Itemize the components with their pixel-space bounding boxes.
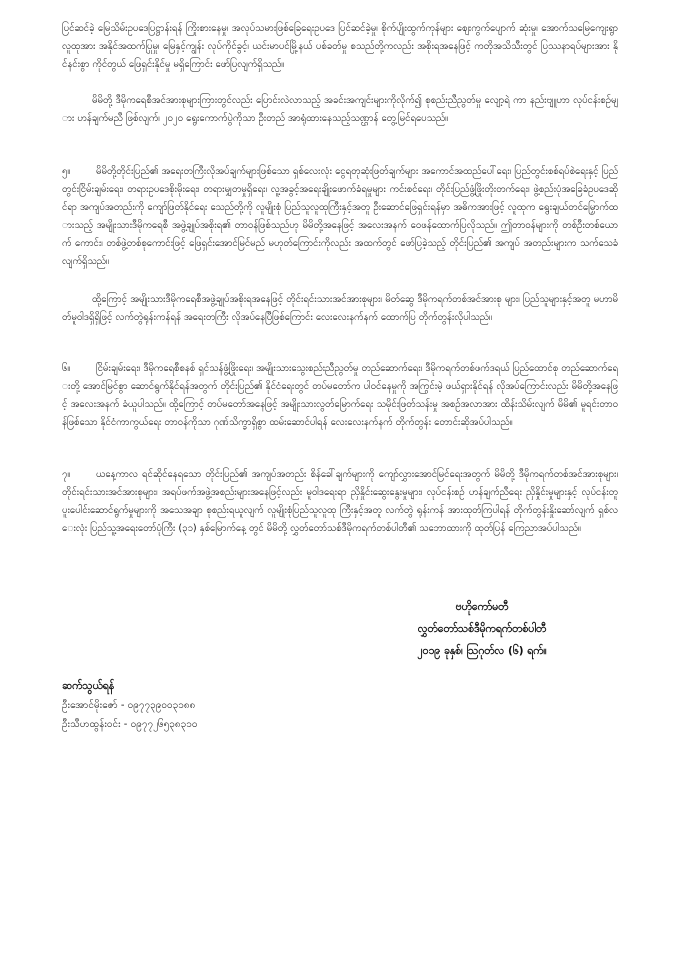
paragraph-number: ၇။ — [62, 469, 71, 480]
signature-party: လွှတ်တော်သစ်ဒီမိုကရက်တစ်ပါတီ — [417, 623, 547, 635]
paragraph-text: ထို့ကြောင့် အမျိုးသားဒီမိုကရေစီအဖွဲ့ချုပ်အစိုးရအနေဖြင့် တိုင်းရင်းသားအင်အားစုများ၊ မိတ်ဆွေ ဒီမိုကရက်တစ်အင်အားစု များ၊ ပြည်သူများနှင့်အတူ မဟာမိတ်မူဝါဒရှိရှိဖြင့် လက်တွဲရုန်းကန်ရန် အရေးတကြီး လိုအပ်နေပြီဖြစ်ကြောင်း လေးလေးနက်နက် ထောက်ပြ တိုက်တွန်းလိုပါသည်။ — [62, 294, 618, 323]
paragraph-text: မိမိတို့တိုင်းပြည်၏ အရေးတကြီးလိုအပ်ချက်များဖြစ်သော ရှစ်လေးလုံး ငွေရတုဆုံးဖြတ်ချက်များ အကောင်အထည်ပေါ်ရေး၊ ပြည်တွင်းစစ်ရပ်စဲရေးနှင့် ပြည်တွင်းငြိမ်းချမ်းရေး၊ တရားဥပဒေစိုးမိုးရေး၊ တရားမျှတမှုရှိရေး၊ လူ့အခွင့်အရေးချိုးဖောက်ခံရမှုများ ကင်းစင်ရေး၊ တိုင်းပြည်ဖွံ့ဖြိုးတိုးတက်ရေး၊ ဖွဲ့စည်းပုံအခြေခံဥပဒေဆိုင်ရာ အကျပ်အတည်းကို ကျော်ဖြတ်နိုင်ရေး သေည်တို့ကို လူမျိုးစုံ ပြည်သူလူထုကြီးနှင့်အတူ ဦးဆောင်ဖြေရှင်းရန်မှာ အဓိကအားဖြင့် လူထုက ရွေးချယ်တင်မြှောက်ထားသည့် အမျိုးသားဒီမိုကရေစီ အဖွဲ့ချုပ်အစိုးရ၏ တာဝန်ဖြစ်သည်ဟု မိမိတို့အနေဖြင့် အလေးအနက် ဝေဖန်ထောက်ပြလိုသည်။ ဤတာဝန်များကို တစ်ဦးတစ်ယောက် ကောင်း၊ တစ်ဖွဲ့တစ်စုကောင်းဖြင့် ဖြေရှင်းအောင်မြင်မည် မဟုတ်ကြောင်းကိုလည်း အထက်တွင် ဖော်ပြခဲ့သည့် တိုင်းပြည်၏ အကျပ် အတည်းများက သက်သေခံလျက်ရှိသည်။ — [62, 166, 618, 267]
paragraph-text: ပြင်ဆင်ခဲ့ မြေသိမ်းဥပဒေပြဋ္ဌာန်းရန် ကြိုးစားနေမှု၊ အလုပ်သမားဖြစ်ခြေရေးဥပဒေ ပြင်ဆင်ခဲ့မှု၊ စိုက်ပျိုးထွက်ကုန်များ ဈေးကွက်ပျောက် ဆုံးမှု၊ အောက်သမြေကျေးရွာလူထုအား အနိုင်အထက်ပြုမှု၊ မြေနှင့်ကျွန်း လုပ်ကိုင်ခွင့်၊ ယင်းမာပင်မြို့နယ် ပစ်ခတ်မှု စသည်တို့ကလည်း အစိုးရအနေဖြင့် ကတိုအသိသီးတွင် ပြဿနာရပ်များအား နိုင်နင်းစွာ ကိုင်တွယ် ဖြေရှင်းနိုင်မှု မရှိကြောင်း ဖော်ပြလျက်ရှိသည်။ — [62, 23, 618, 70]
contact-person-2: ဦးသီဟထွန်းဝင်း - ၀၉၇၇၂၆၅၃၈၃၁၀ — [62, 719, 198, 730]
contact-title: ဆက်သွယ်ရန် — [62, 680, 115, 692]
contact-block — [62, 677, 362, 734]
paragraph-continuation-2 — [62, 92, 618, 146]
paragraph-5-continuation — [62, 291, 618, 345]
paragraph-7 — [62, 466, 618, 574]
signature-committee: ဗဟိုကော်မတီ — [455, 601, 509, 613]
paragraph-6 — [62, 360, 618, 450]
paragraph-number: ၅။ — [62, 166, 71, 177]
paragraph-text: ငြိမ်းချမ်းရေး၊ ဒီမိုကရေစီစနစ် ရှင်သန်ဖွံ့ဖြိုးရေး၊ အမျိုးသားသွေးစည်းညီညွတ်မှု တည်ဆောက်ရေး၊ ဒီမိုကရက်တစ်ဖက်ဒရယ် ပြည်ထောင်စု တည်ဆောက်ရေးတို့ အောင်မြင်စွာ ဆောင်ရွက်နိုင်ရန်အတွက် တိုင်းပြည်၏ နိုင်ငံရေးတွင် တပ်မတော်က ပါဝင်နေမှုကို အကြွင်းမဲ့ ဖယ်ရှားနိုင်ရန် လိုအပ်ကြောင်းလည်း မိမိတို့အနေဖြင့် အလေးအနက် ခံယူပါသည်။ ထို့ကြောင့် တပ်မတော်အနေဖြင့် အမျိုးသားလွတ်မြောက်ရေး သမိုင်းဖြတ်သန်းမှု အစဉ်အလာအား ထိန်းသိမ်းလျက် မိမိ၏ မူရင်းတာဝန်ဖြစ်သော နိုင်ငံကာကွယ်ရေး တာဝန်ကိုသာ ဂုဏ်သိက္ခာရှိစွာ ထမ်းဆောင်ပါရန် လေးလေးနက်နက် တိုက်တွန်း တောင်းဆိုအပ်ပါသည်။ — [62, 363, 618, 428]
paragraph-text: ယနေ့ကာလ ရင်ဆိုင်နေရသော တိုင်းပြည်၏ အကျပ်အတည်း စိန်ခေါ်ချက်များကို ကျော်လွှားအောင်မြင်ရေးအတွက် မိမိတို့ ဒီမိုကရက်တစ်အင်အားစုများ၊ တိုင်းရင်းသားအင်အားစုများ၊ အရပ်ဖက်အဖွဲ့အစည်းများအနေဖြင့်လည်း မူဝါဒရေးရာ ညှိနှိုင်းဆွေးနွေးမှုများ၊ လုပ်ငန်းစဉ် ဟန်ချက်ညီရေး ညှိနှိုင်းမှုများနှင့် လုပ်ငန်းတူ ပူးပေါင်းဆောင်ရွက်မှုများကို အသေအချာ စုစည်းရယူလျက် လူမျိုးစုံပြည်သူလူထု ကြီးနှင့်အတူ လက်တွဲ ရုန်းကန် အားထုတ်ကြပါရန် တိုက်တွန်းနှိုးဆော်လျက် ရှစ်လေးလုံး ပြည်သူ့အရေးတော်ပုံကြီး (၃၁) နှစ်မြောက်နေ့ တွင် မိမိတို့ လွှတ်တော်သစ်ဒီမိုကရက်တစ်ပါတီ၏ သဘောထားကို ထုတ်ပြန် ကြေညာအပ်ပါသည်။ — [62, 469, 618, 534]
paragraph-continuation — [62, 20, 618, 92]
paragraph-5 — [62, 163, 618, 289]
contact-person-1: ဦးအောင်မိုးဇော် - ၀၉၇၇၃၉၀၀၃၁၈၈ — [62, 700, 196, 711]
signature-block — [352, 596, 612, 662]
paragraph-number: ၆။ — [62, 363, 71, 374]
signature-date: ၂၀၁၉ ခုနှစ်၊ ဩဂုတ်လ (၆) ရက်။ — [417, 645, 547, 657]
paragraph-text: မိမိတို့ ဒီမိုကရေစီအင်အားစုများကြားတွင်လည်း ပြောင်းလဲလာသည့် အခင်းအကျင်းများကိုလိုက်၍ စုစည်းညီညွတ်မှု လျော့ရဲ ကာ နည်းဗျူဟာ လုပ်ငန်းစဉ်များ ဟန်ချက်မညီ ဖြစ်လျက်၊ ၂၀၂၀ ရွေးကောက်ပွဲကိုသာ ဦးတည် အာရုံထားနေသည့်သဏ္ဌာန် တွေ့မြင်ရပေသည်။ — [62, 95, 618, 124]
